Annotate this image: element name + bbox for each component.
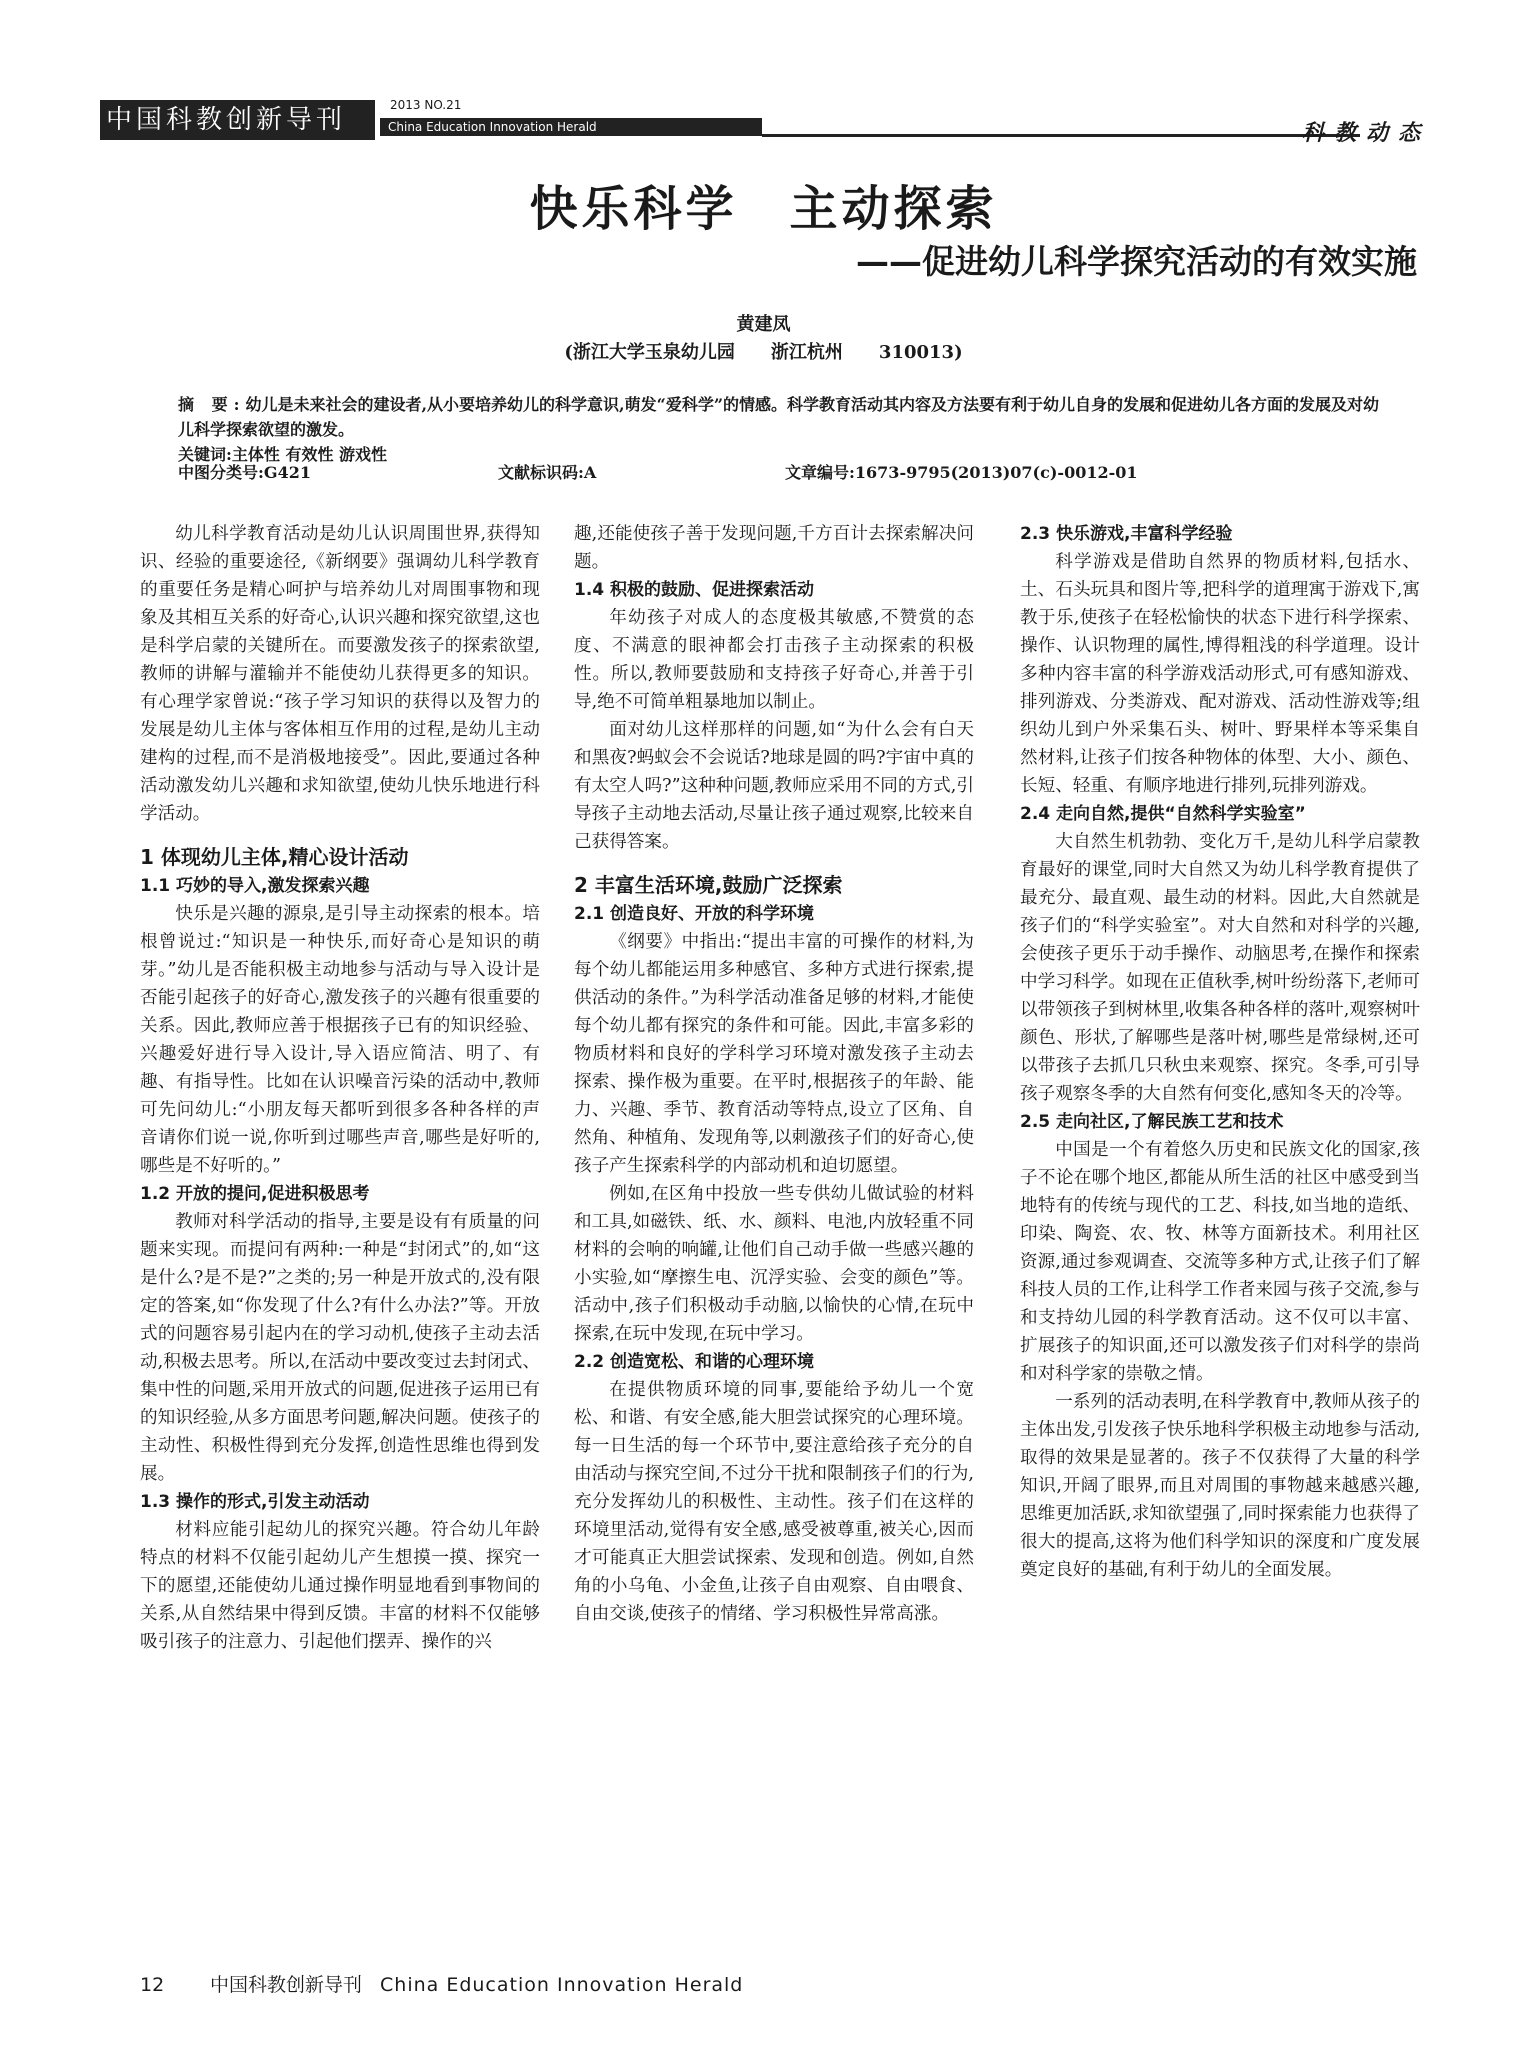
paragraph-1-2: 教师对科学活动的指导,主要是设有有质量的问题来实现。而提问有两种:一种是“封闭式”的,如“这是什么?是不是?”之类的;另一种是开放式的,没有限定的答案,如“你发现了什么?有什么办法?”等。开放式的问题容易引起内在的学习动机,使孩子主动去活动,积极去思考。所以,在活动中要改变过去封闭式、集中性的问题,采用开放式的问题,促进孩子运用已有的知识经验,从多方面思考问题,解决问题。使孩子的主动性、积极性得到充分发挥,创造性思维也得到发展。 (140, 1212, 540, 1484)
abstract-label: 摘 要: (178, 395, 246, 414)
page-footer (140, 1970, 1240, 1997)
section-heading-1: 1 体现幼儿主体,精心设计活动 (140, 845, 409, 869)
paragraph-1-3-continued: 趣,还能使孩子善于发现问题,千方百计去探索解决问题。 (574, 524, 974, 572)
subsection-heading-2-5: 2.5 走向社区,了解民族工艺和技术 (1020, 1112, 1284, 1132)
subsection-heading-2-4: 2.4 走向自然,提供“自然科学实验室” (1020, 804, 1306, 824)
header-rule (762, 134, 1360, 137)
document-code: 文献标识码:A (498, 463, 597, 482)
article-subtitle: ——促进幼儿科学探究活动的有效实施 (856, 242, 1417, 281)
body-column-3 (1020, 520, 1420, 1584)
affiliation-city: 浙江杭州 (770, 342, 843, 363)
subsection-heading-2-3: 2.3 快乐游戏,丰富科学经验 (1020, 524, 1233, 544)
article-title (0, 170, 1527, 239)
issue-number: 2013 NO.21 (390, 98, 462, 112)
conclusion-paragraph: 一系列的活动表明,在科学教育中,教师从孩子的主体出发,引发孩子快乐地科学积极主动地参与活动,取得的效果是显著的。孩子不仅获得了大量的科学知识,开阔了眼界,而且对周围的事物越来越感兴趣,思维更加活跃,求知欲望强了,同时探索能力也获得了很大的提高,这将为他们科学知识的深度和广度发展奠定良好的基础,有利于幼儿的全面发展。 (1020, 1392, 1420, 1580)
affiliation-zip: 310013) (878, 342, 963, 363)
page-number: 12 (140, 1974, 165, 1996)
subsection-heading-1-3: 1.3 操作的形式,引发主动活动 (140, 1492, 370, 1512)
subsection-heading-2-2: 2.2 创造宽松、和谐的心理环境 (574, 1352, 815, 1372)
footer-journal-en: China Education Innovation Herald (380, 1974, 744, 1996)
intro-paragraph: 幼儿科学教育活动是幼儿认识周围世界,获得知识、经验的重要途径,《新纲要》强调幼儿科学教育的重要任务是精心呵护与培养幼儿对周围事物和现象及其相互关系的好奇心,认识兴趣和探究欲望,这也是科学启蒙的关键所在。而要激发孩子的探索欲望,教师的讲解与灌输并不能使幼儿获得更多的知识。有心理学家曾说:“孩子学习知识的获得以及智力的发展是幼儿主体与客体相互作用的过程,是幼儿主动建构的过程,而不是消极地接受”。因此,要通过各种活动激发幼儿兴趣和求知欲望,使幼儿快乐地进行科学活动。 (140, 524, 540, 824)
abstract-text: 幼儿是未来社会的建设者,从小要培养幼儿的科学意识,萌发“爱科学”的情感。科学教育活动其内容及方法要有利于幼儿自身的发展和促进幼儿各方面的发展及对幼儿科学探索欲望的激发。 (178, 395, 1380, 439)
section-label: 科教动态 (1301, 120, 1430, 146)
paragraph-2-1b: 例如,在区角中投放一些专供幼儿做试验的材料和工具,如磁铁、纸、水、颜料、电池,内放轻重不同材料的会响的响罐,让他们自己动手做一些感兴趣的小实验,如“摩擦生电、沉浮实验、会变的颜色”等。活动中,孩子们积极动手动脑,以愉快的心情,在玩中探索,在玩中发现,在玩中学习。 (574, 1184, 974, 1344)
clc-number: 中图分类号:G421 (178, 463, 311, 482)
paragraph-2-2: 在提供物质环境的同事,要能给予幼儿一个宽松、和谐、有安全感,能大胆尝试探究的心理环境。每一日生活的每一个环节中,要注意给孩子充分的自由活动与探究空间,不过分干扰和限制孩子们的行为,充分发挥幼儿的积极性、主动性。孩子们在这样的环境里活动,觉得有安全感,感受被尊重,被关心,因而才可能真正大胆尝试探索、发现和创造。例如,自然角的小乌龟、小金鱼,让孩子自由观察、自由喂食、自由交谈,使孩子的情绪、学习积极性异常高涨。 (574, 1380, 974, 1624)
body-column-2 (574, 520, 974, 1628)
affiliation-org: (浙江大学玉泉幼儿园 (564, 342, 735, 363)
title-part-b: 主动探索 (789, 181, 998, 237)
paragraph-2-1a: 《纲要》中指出:“提出丰富的可操作的材料,为每个幼儿都能运用多种感官、多种方式进行探索,提供活动的条件。”为科学活动准备足够的材料,才能使每个幼儿都有探究的条件和可能。因此,丰富多彩的物质材料和良好的学科学习环境对激发孩子主动去探索、操作极为重要。在平时,根据孩子的年龄、能力、兴趣、季节、教育活动等特点,设立了区角、自然角、种植角、发现角等,以刺激孩子们的好奇心,使孩子产生探索科学的内部动机和迫切愿望。 (574, 932, 974, 1176)
subsection-heading-1-2: 1.2 开放的提问,促进积极思考 (140, 1184, 370, 1204)
article-number: 文章编号:1673-9795(2013)07(c)-0012-01 (785, 463, 1138, 482)
subsection-heading-2-1: 2.1 创造良好、开放的科学环境 (574, 904, 815, 924)
subsection-heading-1-4: 1.4 积极的鼓励、促进探索活动 (574, 580, 815, 600)
paragraph-1-4a: 年幼孩子对成人的态度极其敏感,不赞赏的态度、不满意的眼神都会打击孩子主动探索的积极性。所以,教师要鼓励和支持孩子好奇心,并善于引导,绝不可简单粗暴地加以制止。 (574, 608, 974, 712)
journal-name-cn: 中国科教创新导刊 (100, 100, 375, 140)
paragraph-1-3: 材料应能引起幼儿的探究兴趣。符合幼儿年龄特点的材料不仅能引起幼儿产生想摸一摸、探究一下的愿望,还能使幼儿通过操作明显地看到事物间的关系,从自然结果中得到反馈。丰富的材料不仅能够吸引孩子的注意力、引起他们摆弄、操作的兴 (140, 1520, 540, 1652)
paragraph-2-4: 大自然生机勃勃、变化万千,是幼儿科学启蒙教育最好的课堂,同时大自然又为幼儿科学教育提供了最充分、最直观、最生动的材料。因此,大自然就是孩子们的“科学实验室”。对大自然和对科学的兴趣,会使孩子更乐于动手操作、动脑思考,在操作和探索中学习科学。如现在正值秋季,树叶纷纷落下,老师可以带领孩子到树林里,收集各种各样的落叶,观察树叶颜色、形状,了解哪些是落叶树,哪些是常绿树,还可以带孩子去抓几只秋虫来观察、探究。冬季,可引导孩子观察冬季的大自然有何变化,感知冬天的冷等。 (1020, 832, 1420, 1104)
body-column-1 (140, 520, 540, 1656)
keywords: 关键词:主体性 有效性 游戏性 (178, 445, 388, 464)
footer-journal-cn: 中国科教创新导刊 (210, 1974, 363, 1996)
journal-header (100, 96, 1430, 146)
section-heading-2: 2 丰富生活环境,鼓励广泛探索 (574, 873, 843, 897)
paragraph-2-5: 中国是一个有着悠久历史和民族文化的国家,孩子不论在哪个地区,都能从所生活的社区中感受到当地特有的传统与现代的工艺、科技,如当地的造纸、印染、陶瓷、农、牧、林等方面新技术。利用社区资源,通过参观调查、交流等多种方式,让孩子们了解科技人员的工作,让科学工作者来园与孩子交流,参与和支持幼儿园的科学教育活动。这不仅可以丰富、扩展孩子的知识面,还可以激发孩子们对科学的崇尚和对科学家的崇敬之情。 (1020, 1140, 1420, 1384)
author-affiliation (0, 338, 1527, 364)
journal-name-en: China Education Innovation Herald (380, 118, 762, 136)
subsection-heading-1-1: 1.1 巧妙的导入,激发探索兴趣 (140, 876, 370, 896)
paragraph-2-3: 科学游戏是借助自然界的物质材料,包括水、土、石头玩具和图片等,把科学的道理寓于游戏下,寓教于乐,使孩子在轻松愉快的状态下进行科学探索、操作、认识物理的属性,博得粗浅的科学道理。设计多种内容丰富的科学游戏活动形式,可有感知游戏、排列游戏、分类游戏、配对游戏、活动性游戏等;组织幼儿到户外采集石头、树叶、野果样本等采集自然材料,让孩子们按各种物体的体型、大小、颜色、长短、轻重、有顺序地进行排列,玩排列游戏。 (1020, 552, 1420, 796)
paragraph-1-1: 快乐是兴趣的源泉,是引导主动探索的根本。培根曾说过:“知识是一种快乐,而好奇心是知识的萌芽。”幼儿是否能积极主动地参与活动与导入设计是否能引起孩子的好奇心,激发孩子的兴趣有很重要的关系。因此,教师应善于根据孩子已有的知识经验、兴趣爱好进行导入设计,导入语应简洁、明了、有趣、有指导性。比如在认识噪音污染的活动中,教师可先问幼儿:“小朋友每天都听到很多各种各样的声音请你们说一说,你听到过哪些声音,哪些是好听的,哪些是不好听的。” (140, 904, 540, 1176)
author-name: 黄建凤 (736, 314, 791, 335)
paragraph-1-4b: 面对幼儿这样那样的问题,如“为什么会有白天和黑夜?蚂蚁会不会说话?地球是圆的吗?宇宙中真的有太空人吗?”这种种问题,教师应采用不同的方式,引导孩子主动地去活动,尽量让孩子通过观察,比较来自己获得答案。 (574, 720, 974, 852)
abstract (178, 392, 1388, 467)
title-part-a: 快乐科学 (529, 181, 738, 237)
